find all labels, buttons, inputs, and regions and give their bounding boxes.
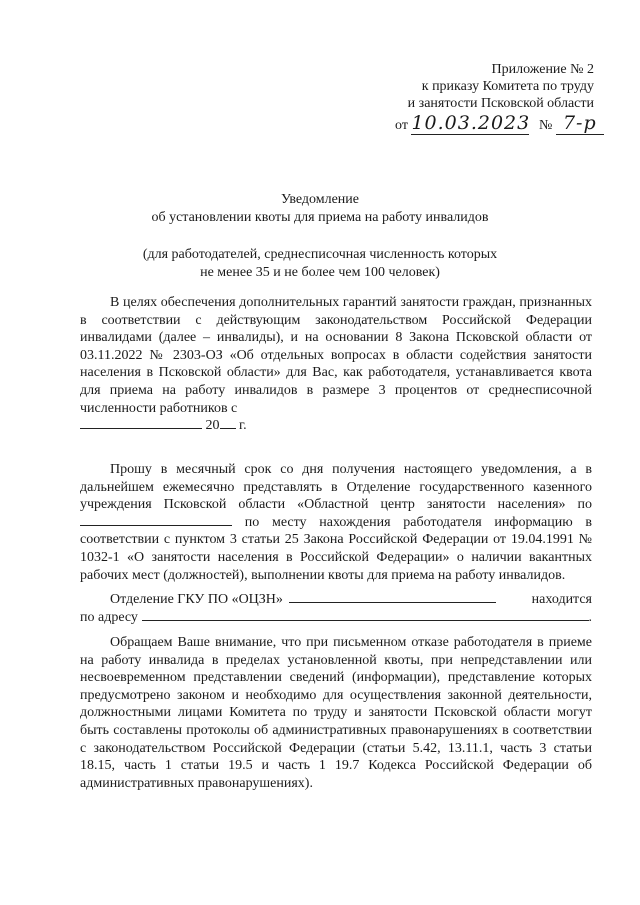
office-blank bbox=[289, 602, 496, 603]
document-title: Уведомление bbox=[280, 192, 359, 207]
office-located-label: находится bbox=[531, 592, 592, 607]
order-reference: к приказу Комитета по труду bbox=[421, 79, 594, 94]
appendix-number: Приложение № 2 bbox=[491, 62, 594, 77]
address-label: по адресу bbox=[80, 609, 138, 625]
office-paragraph: Отделение ГКУ ПО «ОЦЗН» находится по адресу . bbox=[80, 592, 592, 625]
date-underline bbox=[411, 112, 529, 135]
number-underline bbox=[556, 112, 604, 135]
quota-text: В целях обеспечения дополнительных гарантий занятости граждан, признанных в соответствии с действующим законодательством Российской Федерации инвалидами (далее – инвалиды), и на основании 8 Закона Псковской области от 03.11.2022 № 2303-ОЗ «Об отдельных вопросах в области содействия занятости населения в Псковской области» для Вас, как работодателя, устанавливается квота для приема на работу инвалидов в размере 3 процентов от среднесписочной численности работников с bbox=[80, 295, 592, 416]
appendix-header bbox=[408, 61, 594, 112]
year-suffix: г. bbox=[239, 418, 247, 434]
office-label: Отделение ГКУ ПО «ОЦЗН» bbox=[110, 592, 283, 607]
warning-text: Обращаем Ваше внимание, что при письменном отказе работодателя в приеме на работу инвалида в пределах установленной квоты, при непредставлении или несвоевременном представлении сведений (информации), представление которых предусмотрено законом и необходимо для осуществления законной деятельности, должностными лицами Комитета по труду и занятости Псковской области могут быть составлены протоколы об административных правонарушениях в соответствии с законодательством Российской Федерации (статьи 5.42, 13.11.1, часть 3 статьи 18.15, часть 1 статьи 19.5 и часть 1 19.7 Кодекса Российской Федерации об административных правонарушениях). bbox=[80, 635, 592, 791]
number-sign: № bbox=[538, 118, 553, 133]
request-text-a: Прошу в месячный срок со дня получения настоящего уведомления, а в дальнейшем ежемесячно представлять в Отделение государственного казенного учреждения Псковской области «Областной центр занятости населения» по bbox=[80, 462, 592, 513]
handwritten-date: 10.03.2023 bbox=[411, 112, 531, 134]
year-blank bbox=[220, 428, 236, 429]
handwritten-number: 7-р bbox=[562, 112, 597, 134]
quota-paragraph bbox=[80, 294, 592, 435]
request-paragraph bbox=[80, 461, 592, 584]
applicability-line-2: не менее 35 и не более чем 100 человек) bbox=[200, 265, 440, 280]
order-date-line bbox=[395, 112, 604, 135]
region-blank bbox=[80, 525, 232, 526]
date-prefix: от bbox=[395, 118, 408, 133]
year-prefix: 20 bbox=[205, 418, 220, 434]
applicability-line-1: (для работодателей, среднесписочная численность которых bbox=[142, 247, 498, 262]
address-blank bbox=[142, 620, 589, 621]
committee-name: и занятости Псковской области bbox=[407, 96, 594, 111]
warning-paragraph bbox=[80, 634, 592, 792]
request-text-b: по месту нахождения работодателя информацию в соответствии с пунктом 3 статьи 25 Закона Российской Федерации от 19.04.1991 № 1032-1 «О занятости населения в Российской Федерации» о наличии вакантных рабочих мест (должностей), выполнении квоты для приема на работу инвалидов. bbox=[80, 514, 593, 583]
date-blank bbox=[80, 428, 202, 429]
document-subject: об установлении квоты для приема на работу инвалидов bbox=[151, 210, 489, 225]
